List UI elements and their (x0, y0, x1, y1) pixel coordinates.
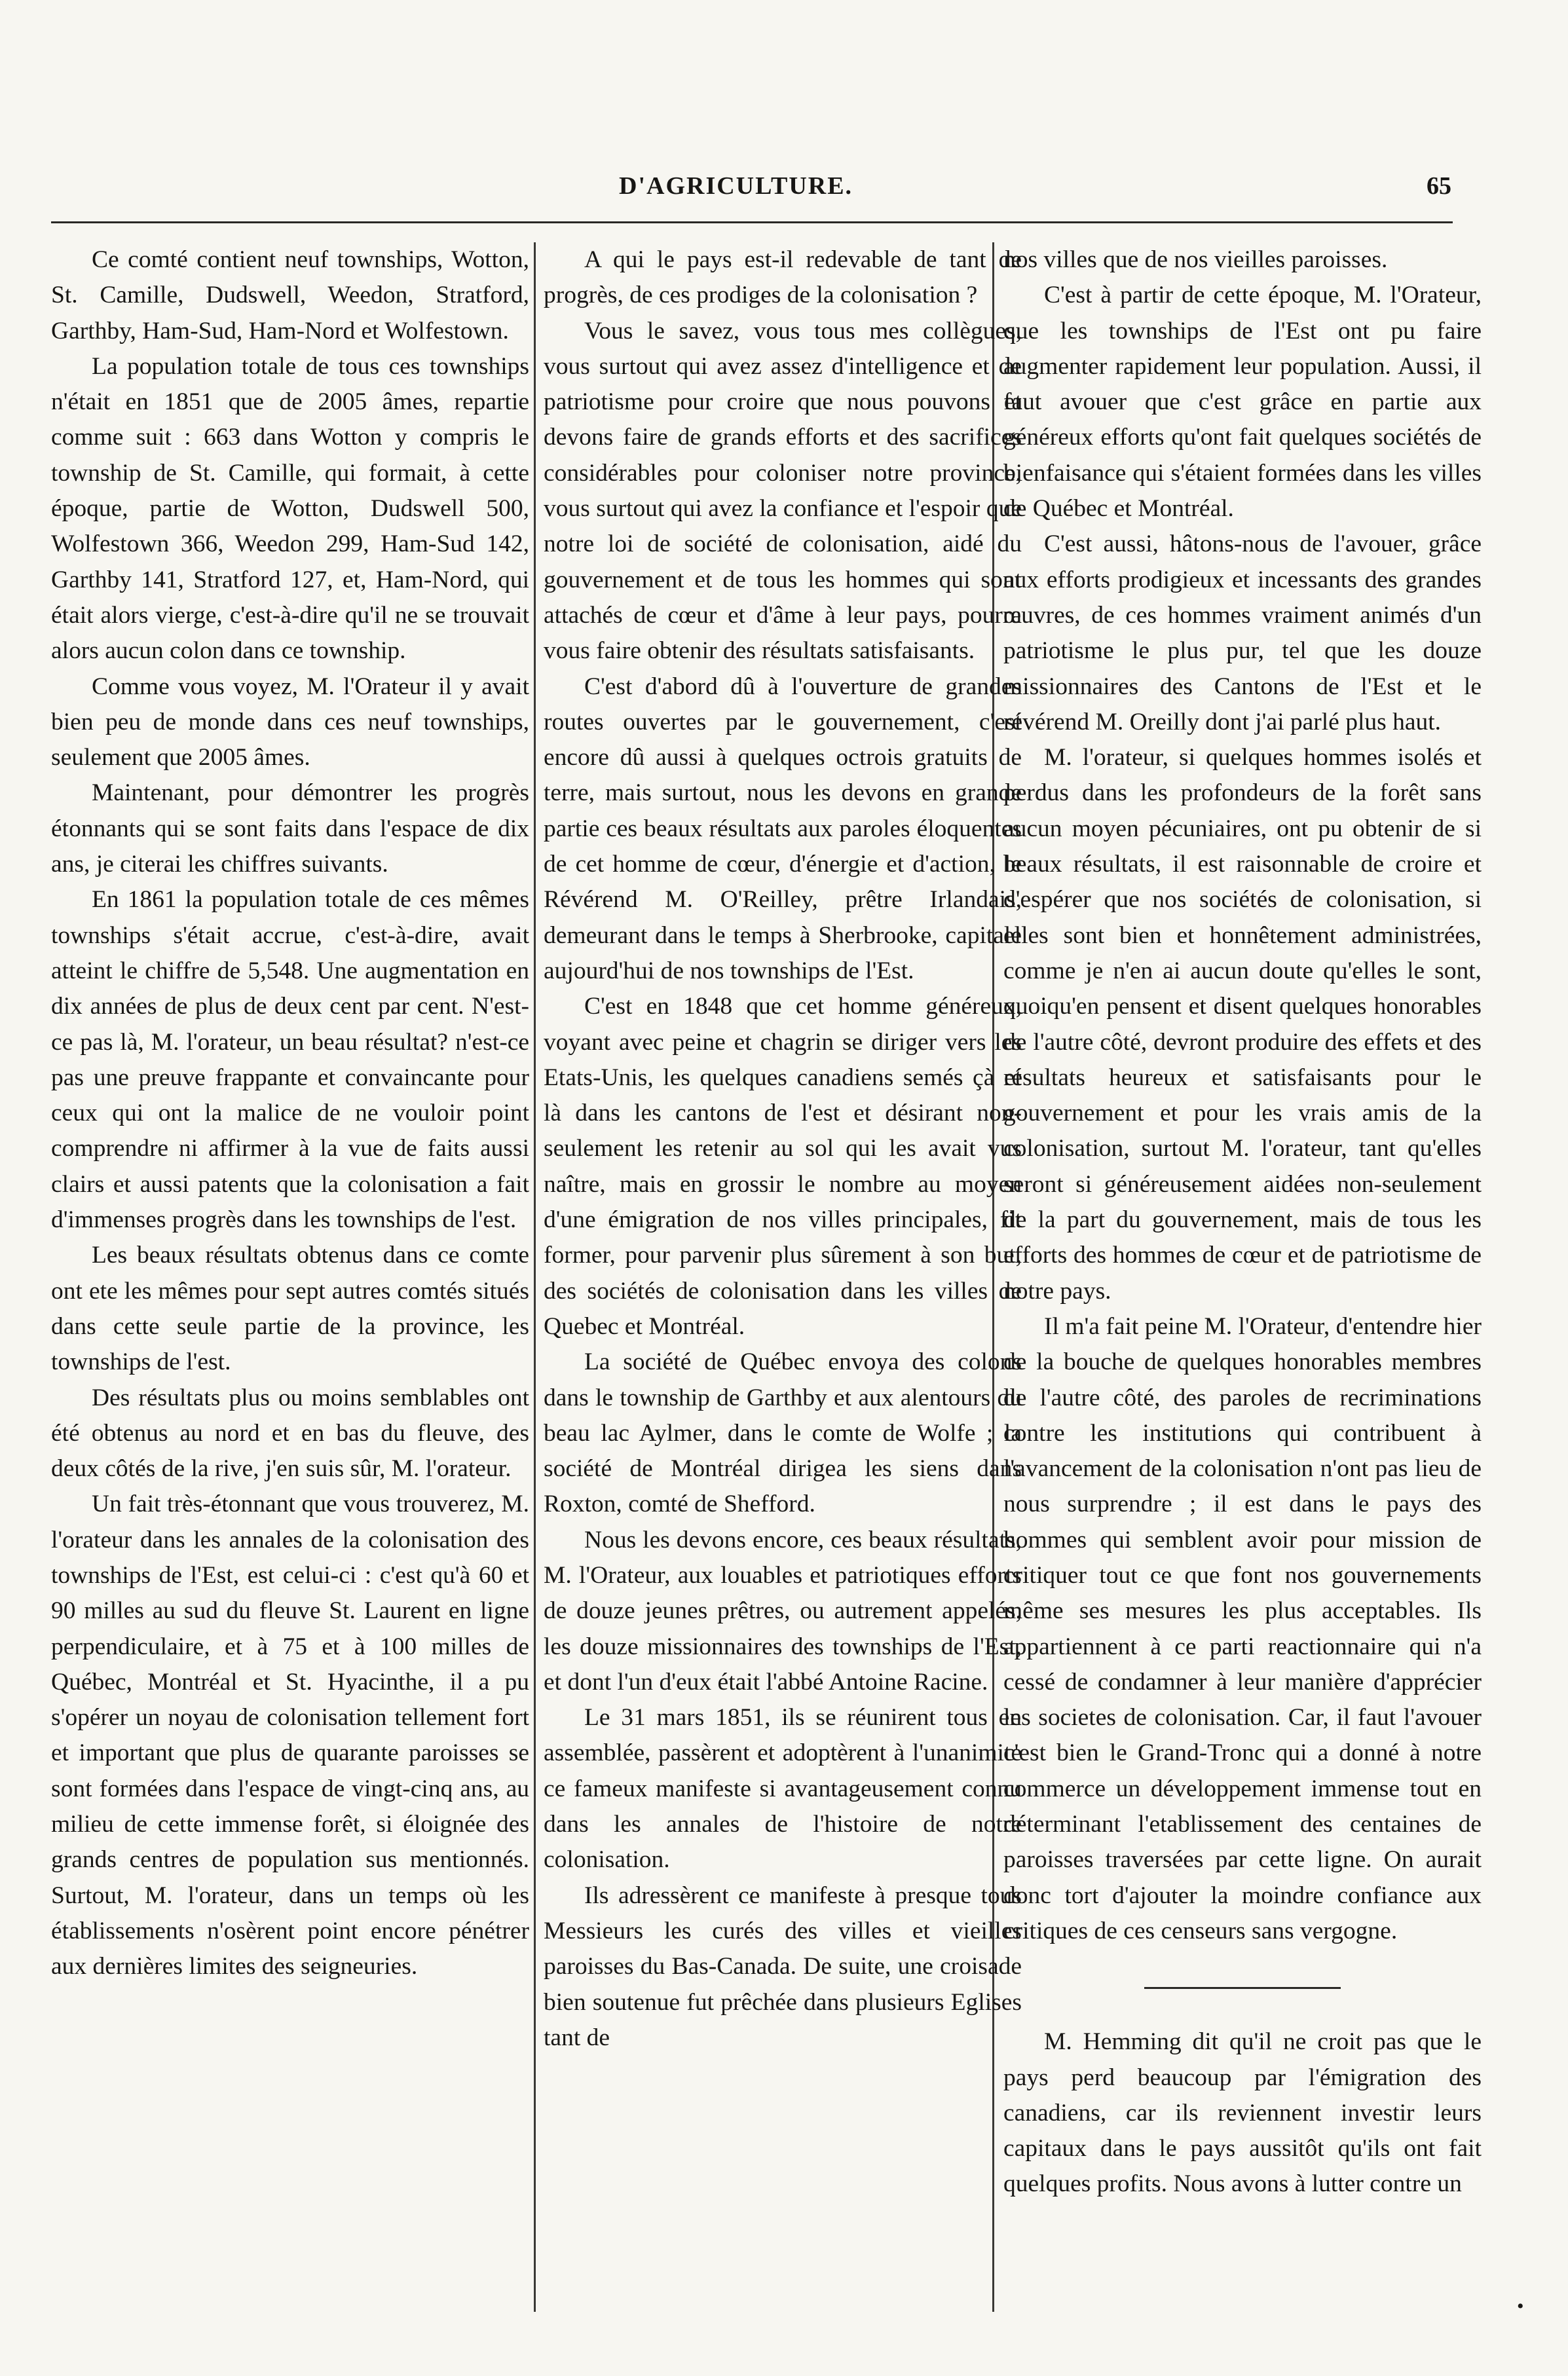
paragraph: Les beaux résultats obtenus dans ce comte ont ete les mêmes pour sept autres comtés situés dans cette seule partie de la province, les townships de l'est. (51, 1242, 529, 1376)
paragraph: M. l'orateur, si quelques hommes isolés et perdus dans les profondeurs de la forêt sans aucun moyen pécuniaires, ont pu obtenir de si beaux résultats, il est raisonnable de croire et d'espérer que nos sociétés de colonisation, si elles sont bien et honnêtement administrées, comme je n'en ai aucun doute qu'elles le sont, quoiqu'en pensent et disent quelques honorables de l'autre côté, devront produire des effets et des résultats heureux et satisfaisants pour le gouvernement et pour les vrais amis de la colonisation, surtout M. l'orateur, tant qu'elles seront si généreusement aidées non-seulement de la part du gouvernement, mais de tous les efforts des hommes de cœur et de patriotisme de notre pays. (1003, 744, 1482, 1305)
page-header (0, 172, 1568, 211)
page-number: 65 (1427, 172, 1451, 200)
section-rule (1144, 1987, 1341, 1989)
column-2 (544, 242, 1022, 2312)
paragraph: Comme vous voyez, M. l'Orateur il y avait bien peu de monde dans ces neuf townships, seulement que 2005 âmes. (51, 673, 529, 771)
column-1 (51, 242, 529, 2312)
paragraph: Un fait très-étonnant que vous trouverez, M. l'orateur dans les annales de la colonisation des townships de l'Est, est celui-ci : c'est qu'à 60 et 90 milles au sud du fleuve St. Laurent en ligne perpendiculaire, et à 75 et à 100 milles de Québec, Montréal et St. Hyacinthe, il a pu s'opérer un noyau de colonisation tellement fort et important que plus de quarante paroisses se sont formées dans l'espace de vingt-cinq ans, au milieu de cette immense forêt, si éloignée des grands centres de population sus mentionnés. Surtout, M. l'orateur, dans un temps où les établissements n'osèrent point encore pénétrer aux dernières limites des seigneuries. (51, 1491, 529, 1980)
running-title: D'AGRICULTURE. (619, 172, 853, 200)
paragraph: Nous les devons encore, ces beaux résultats, M. l'Orateur, aux louables et patriotiques efforts de douze jeunes prêtres, ou autrement appelés, les douze missionnaires des townships de l'Est, et dont l'un d'eux était l'abbé Antoine Racine. (544, 1526, 1022, 1696)
paragraph: nos villes que de nos vieilles paroisses. (1003, 246, 1388, 273)
paragraph: Des résultats plus ou moins semblables ont été obtenus au nord et en bas du fleuve, des deux côtés de la rive, j'en suis sûr, M. l'orateur. (51, 1384, 529, 1483)
column-3 (1003, 242, 1482, 2312)
paragraph: Vous le savez, vous tous mes collègues, vous surtout qui avez assez d'intelligence et de patriotisme pour croire que nous pouvons et devons faire de grands efforts et des sacrifices considérables pour coloniser notre province, vous surtout qui avez la confiance et l'espoir que notre loi de société de colonisation, aidé du gouvernement et de tous les hommes qui sont attachés de cœur et d'âme à leur pays, pourra vous faire obtenir des résultats satisfaisants. (544, 317, 1022, 665)
paragraph: Maintenant, pour démontrer les progrès étonnants qui se sont faits dans l'espace de dix ans, je citerai les chiffres suivants. (51, 779, 529, 878)
column-divider (534, 242, 536, 2312)
paragraph: La population totale de tous ces townships n'était en 1851 que de 2005 âmes, repartie comme suit : 663 dans Wotton y compris le township de St. Camille, qui formait, à cette époque, partie de Wotton, Dudswell 500, Wolfestown 366, Weedon 299, Ham-Sud 142, Garthby 141, Stratford 127, et, Ham-Nord, qui était alors vierge, c'est-à-dire qu'il ne se trouvait alors aucun colon dans ce township. (51, 352, 529, 665)
paragraph: M. Hemming dit qu'il ne croit pas que le pays perd beaucoup par l'émigration des canadiens, car ils reviennent investir leurs capitaux dans le pays aussitôt qu'ils ont fait quelques profits. Nous avons à lutter contre un (1003, 2028, 1482, 2198)
paragraph: Le 31 mars 1851, ils se réunirent tous en assemblée, passèrent et adoptèrent à l'unanimite ce fameux manifeste si avantageusement connu dans les annales de l'histoire de notre colonisation. (544, 1704, 1022, 1874)
paragraph: Ils adressèrent ce manifeste à presque tous Messieurs les curés des villes et vieilles paroisses du Bas-Canada. De suite, une croisade bien soutenue fut prêchée dans plusieurs Eglises tant de (544, 1882, 1022, 2051)
paragraph: C'est en 1848 que cet homme généreux, voyant avec peine et chagrin se diriger vers les Etats-Unis, les quelques canadiens semés çà et là dans les cantons de l'est et désirant non-seulement les retenir au sol qui les avait vus naître, mais en grossir le nombre au moyen d'une émigration de nos villes principales, fit former, pour parvenir plus sûrement à son but, des sociétés de colonisation dans les villes de Quebec et Montréal. (544, 993, 1022, 1340)
paragraph: C'est d'abord dû à l'ouverture de grandes routes ouvertes par le gouvernement, c'est encore dû aussi à quelques octrois gratuits de terre, mais surtout, nous les devons en grande partie ces beaux résultats aux paroles éloquentes de cet homme de cœur, d'énergie et d'action, le Révérend M. O'Reilley, prêtre Irlandais, demeurant dans le temps à Sherbrooke, capitale aujourd'hui de nos townships de l'Est. (544, 673, 1022, 984)
paragraph: C'est aussi, hâtons-nous de l'avouer, grâce aux efforts prodigieux et incessants des grandes œuvres, de ces hommes vraiment animés d'un patriotisme le plus pur, tel que les douze missionnaires des Cantons de l'Est et le révérend M. Oreilly dont j'ai parlé plus haut. (1003, 530, 1482, 735)
paragraph: C'est à partir de cette époque, M. l'Orateur, que les townships de l'Est ont pu faire augmenter rapidement leur population. Aussi, il faut avouer que c'est grâce en partie aux généreux efforts qu'ont fait quelques sociétés de bienfaisance qui s'étaient formées dans les villes de Québec et Montréal. (1003, 282, 1482, 523)
paragraph: Il m'a fait peine M. l'Orateur, d'entendre hier de la bouche de quelques honorables membres de l'autre côté, des paroles de recriminations contre les institutions qui contribuent à l'avancement de la colonisation n'ont pas lieu de nous surprendre ; il est dans le pays des hommes qui semblent avoir pour mission de critiquer tout ce que font nos gouvernements même ses mesures les plus acceptables. Ils appartiennent à ce parti reactionnaire qui n'a cessé de condamner à leur manière d'apprécier les societes de colonisation. Car, il faut l'avouer c'est bien le Grand-Tronc qui a donné à notre commerce un développement immense tout en déterminant l'etablissement des centaines de paroisses traversées par cette ligne. On aurait donc tort d'ajouter la moindre confiance aux critiques de ces censeurs sans vergogne. (1003, 1312, 1482, 1944)
stray-mark: • (1517, 2295, 1524, 2317)
paragraph: A qui le pays est-il redevable de tant de progrès, de ces prodiges de la colonisation ? (544, 246, 1022, 309)
paragraph: La société de Québec envoya des colons dans le township de Garthby et aux alentours du beau lac Aylmer, dans le comte de Wolfe ; la société de Montréal dirigea les siens dans Roxton, comté de Shefford. (544, 1348, 1022, 1518)
paragraph: Ce comté contient neuf townships, Wotton, St. Camille, Dudswell, Weedon, Stratford, Garthby, Ham-Sud, Ham-Nord et Wolfestown. (51, 246, 529, 344)
header-rule (51, 221, 1453, 223)
paragraph: En 1861 la population totale de ces mêmes townships s'était accrue, c'est-à-dire, avait atteint le chiffre de 5,548. Une augmentation en dix années de plus de deux cent par cent. N'est-ce pas là, M. l'orateur, un beau résultat? n'est-ce pas une preuve frappante et convaincante pour ceux qui ont la malice de ne vouloir point comprendre ni affirmer à la vue de faits aussi clairs et aussi patents que la colonisation a fait d'immenses progrès dans les townships de l'est. (51, 886, 529, 1234)
